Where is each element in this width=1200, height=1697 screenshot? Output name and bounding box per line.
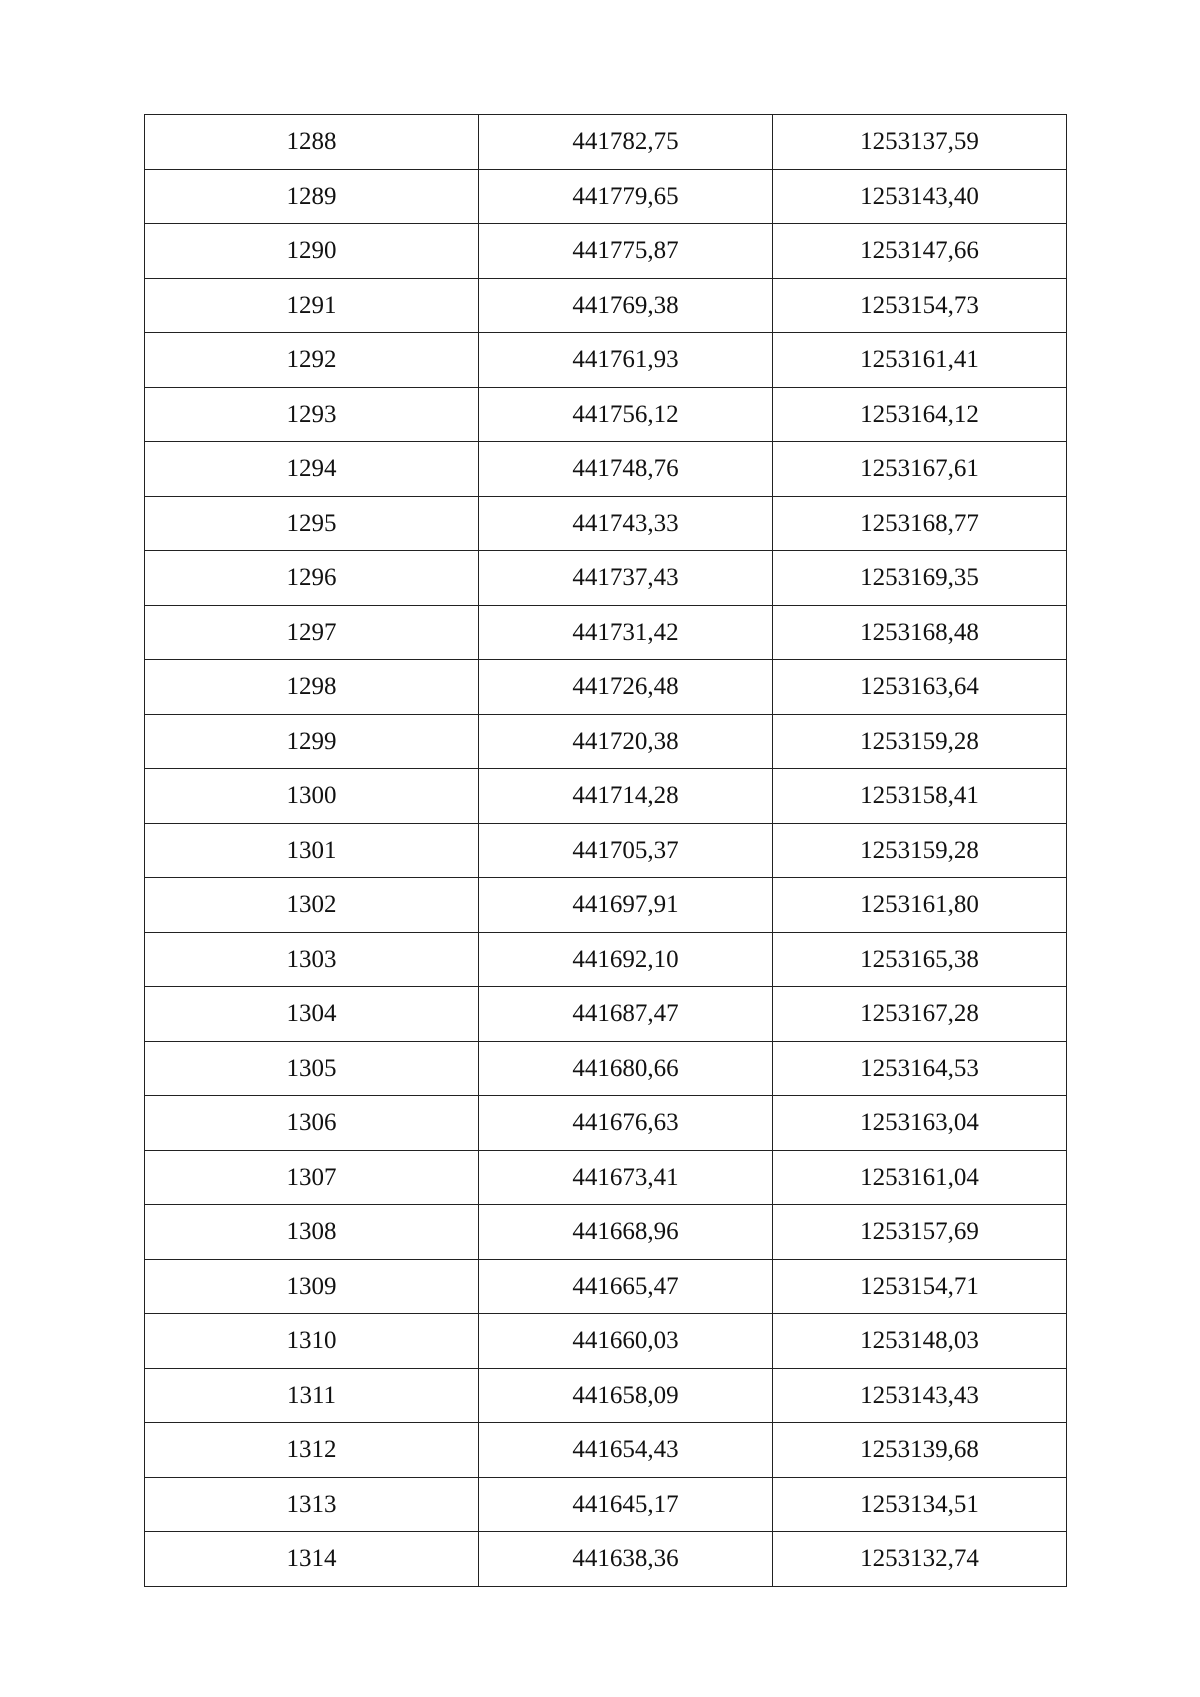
point-number-cell: 1311 <box>145 1368 479 1423</box>
table-row <box>145 496 1067 551</box>
x-coordinate-cell: 441769,38 <box>479 278 773 333</box>
y-coordinate-cell: 1253154,73 <box>773 278 1067 333</box>
table-row <box>145 1314 1067 1369</box>
table-row <box>145 115 1067 170</box>
x-coordinate-cell: 441665,47 <box>479 1259 773 1314</box>
point-number-cell: 1312 <box>145 1423 479 1478</box>
x-coordinate-cell: 441756,12 <box>479 387 773 442</box>
table-row <box>145 605 1067 660</box>
point-number-cell: 1289 <box>145 169 479 224</box>
y-coordinate-cell: 1253159,28 <box>773 823 1067 878</box>
point-number-cell: 1301 <box>145 823 479 878</box>
table-row <box>145 1096 1067 1151</box>
x-coordinate-cell: 441673,41 <box>479 1150 773 1205</box>
point-number-cell: 1297 <box>145 605 479 660</box>
x-coordinate-cell: 441692,10 <box>479 932 773 987</box>
table-row <box>145 932 1067 987</box>
table-row <box>145 1259 1067 1314</box>
y-coordinate-cell: 1253164,12 <box>773 387 1067 442</box>
x-coordinate-cell: 441761,93 <box>479 333 773 388</box>
point-number-cell: 1290 <box>145 224 479 279</box>
y-coordinate-cell: 1253143,40 <box>773 169 1067 224</box>
table-row <box>145 278 1067 333</box>
table-row <box>145 714 1067 769</box>
x-coordinate-cell: 441705,37 <box>479 823 773 878</box>
point-number-cell: 1308 <box>145 1205 479 1260</box>
y-coordinate-cell: 1253161,80 <box>773 878 1067 933</box>
table-row <box>145 1041 1067 1096</box>
x-coordinate-cell: 441660,03 <box>479 1314 773 1369</box>
table-row <box>145 1368 1067 1423</box>
table-row <box>145 987 1067 1042</box>
x-coordinate-cell: 441775,87 <box>479 224 773 279</box>
x-coordinate-cell: 441782,75 <box>479 115 773 170</box>
coordinates-table-body <box>145 115 1067 1587</box>
table-row <box>145 224 1067 279</box>
y-coordinate-cell: 1253163,64 <box>773 660 1067 715</box>
table-row <box>145 1150 1067 1205</box>
x-coordinate-cell: 441668,96 <box>479 1205 773 1260</box>
y-coordinate-cell: 1253163,04 <box>773 1096 1067 1151</box>
x-coordinate-cell: 441779,65 <box>479 169 773 224</box>
point-number-cell: 1291 <box>145 278 479 333</box>
y-coordinate-cell: 1253164,53 <box>773 1041 1067 1096</box>
y-coordinate-cell: 1253159,28 <box>773 714 1067 769</box>
point-number-cell: 1295 <box>145 496 479 551</box>
point-number-cell: 1293 <box>145 387 479 442</box>
point-number-cell: 1309 <box>145 1259 479 1314</box>
x-coordinate-cell: 441731,42 <box>479 605 773 660</box>
x-coordinate-cell: 441645,17 <box>479 1477 773 1532</box>
x-coordinate-cell: 441697,91 <box>479 878 773 933</box>
point-number-cell: 1306 <box>145 1096 479 1151</box>
point-number-cell: 1288 <box>145 115 479 170</box>
y-coordinate-cell: 1253165,38 <box>773 932 1067 987</box>
x-coordinate-cell: 441720,38 <box>479 714 773 769</box>
x-coordinate-cell: 441687,47 <box>479 987 773 1042</box>
y-coordinate-cell: 1253132,74 <box>773 1532 1067 1587</box>
table-row <box>145 387 1067 442</box>
x-coordinate-cell: 441676,63 <box>479 1096 773 1151</box>
x-coordinate-cell: 441748,76 <box>479 442 773 497</box>
point-number-cell: 1296 <box>145 551 479 606</box>
point-number-cell: 1314 <box>145 1532 479 1587</box>
y-coordinate-cell: 1253137,59 <box>773 115 1067 170</box>
point-number-cell: 1305 <box>145 1041 479 1096</box>
table-row <box>145 1477 1067 1532</box>
table-row <box>145 551 1067 606</box>
y-coordinate-cell: 1253167,61 <box>773 442 1067 497</box>
y-coordinate-cell: 1253157,69 <box>773 1205 1067 1260</box>
y-coordinate-cell: 1253161,04 <box>773 1150 1067 1205</box>
x-coordinate-cell: 441714,28 <box>479 769 773 824</box>
table-row <box>145 769 1067 824</box>
x-coordinate-cell: 441654,43 <box>479 1423 773 1478</box>
point-number-cell: 1298 <box>145 660 479 715</box>
y-coordinate-cell: 1253158,41 <box>773 769 1067 824</box>
table-row <box>145 169 1067 224</box>
table-row <box>145 878 1067 933</box>
x-coordinate-cell: 441743,33 <box>479 496 773 551</box>
point-number-cell: 1294 <box>145 442 479 497</box>
point-number-cell: 1313 <box>145 1477 479 1532</box>
x-coordinate-cell: 441737,43 <box>479 551 773 606</box>
x-coordinate-cell: 441658,09 <box>479 1368 773 1423</box>
x-coordinate-cell: 441638,36 <box>479 1532 773 1587</box>
point-number-cell: 1292 <box>145 333 479 388</box>
y-coordinate-cell: 1253168,77 <box>773 496 1067 551</box>
point-number-cell: 1307 <box>145 1150 479 1205</box>
y-coordinate-cell: 1253154,71 <box>773 1259 1067 1314</box>
y-coordinate-cell: 1253168,48 <box>773 605 1067 660</box>
table-row <box>145 1423 1067 1478</box>
y-coordinate-cell: 1253161,41 <box>773 333 1067 388</box>
table-row <box>145 442 1067 497</box>
y-coordinate-cell: 1253139,68 <box>773 1423 1067 1478</box>
point-number-cell: 1299 <box>145 714 479 769</box>
y-coordinate-cell: 1253134,51 <box>773 1477 1067 1532</box>
y-coordinate-cell: 1253143,43 <box>773 1368 1067 1423</box>
point-number-cell: 1303 <box>145 932 479 987</box>
point-number-cell: 1310 <box>145 1314 479 1369</box>
x-coordinate-cell: 441726,48 <box>479 660 773 715</box>
point-number-cell: 1302 <box>145 878 479 933</box>
y-coordinate-cell: 1253147,66 <box>773 224 1067 279</box>
table-row <box>145 333 1067 388</box>
y-coordinate-cell: 1253167,28 <box>773 987 1067 1042</box>
point-number-cell: 1304 <box>145 987 479 1042</box>
x-coordinate-cell: 441680,66 <box>479 1041 773 1096</box>
table-row <box>145 660 1067 715</box>
table-row <box>145 1205 1067 1260</box>
table-row <box>145 1532 1067 1587</box>
y-coordinate-cell: 1253148,03 <box>773 1314 1067 1369</box>
y-coordinate-cell: 1253169,35 <box>773 551 1067 606</box>
coordinates-table <box>144 114 1067 1587</box>
table-row <box>145 823 1067 878</box>
point-number-cell: 1300 <box>145 769 479 824</box>
